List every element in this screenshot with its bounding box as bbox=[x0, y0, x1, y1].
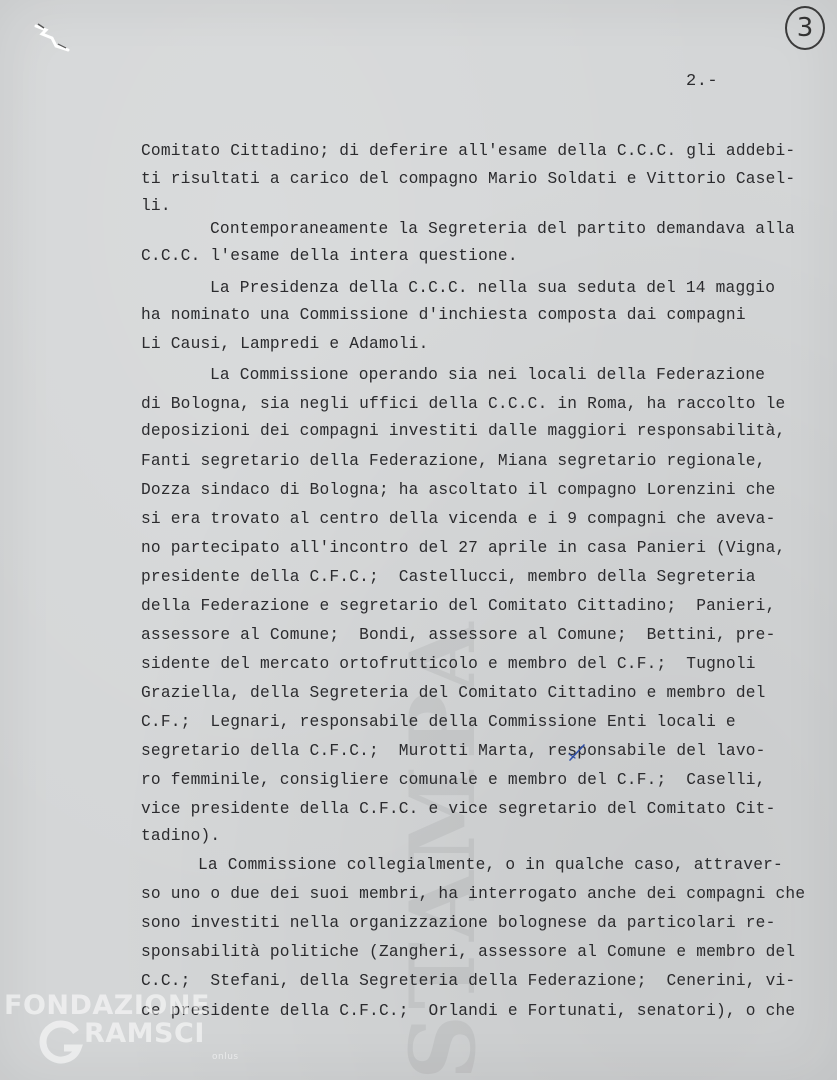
archive-page-mark: 3 bbox=[785, 6, 825, 50]
text-line: ce presidente della C.F.C.; Orlandi e Fortunati, senatori), o che bbox=[141, 1002, 796, 1020]
text-line: Comitato Cittadino; di deferire all'esame della C.C.C. gli addebi- bbox=[141, 142, 796, 160]
watermark-suffix: onlus bbox=[212, 1052, 239, 1062]
text-line: sidente del mercato ortofrutticolo e membro del C.F.; Tugnoli bbox=[141, 655, 756, 673]
text-line: Graziella, della Segreteria del Comitato Cittadino e membro del bbox=[141, 684, 766, 702]
text-line: La Presidenza della C.C.C. nella sua seduta del 14 maggio bbox=[210, 279, 776, 297]
text-line: Contemporaneamente la Segreteria del partito demandava alla bbox=[210, 220, 795, 238]
text-line: La Commissione operando sia nei locali della Federazione bbox=[210, 366, 766, 384]
foundation-watermark bbox=[4, 990, 244, 1080]
watermark-g-logo-icon bbox=[38, 1020, 84, 1066]
watermark-line1: FONDAZIONE bbox=[4, 990, 210, 1021]
text-line: li. bbox=[141, 197, 171, 215]
text-line: vice presidente della C.F.C. e vice segretario del Comitato Cit- bbox=[141, 800, 776, 818]
text-line: sponsabilità politiche (Zangheri, assessore al Comune e membro del bbox=[141, 943, 796, 961]
text-line: tadino). bbox=[141, 827, 221, 845]
text-line: ro femminile, consigliere comunale e membro del C.F.; Caselli, bbox=[141, 771, 766, 789]
text-line: so uno o due dei suoi membri, ha interrogato anche dei compagni che bbox=[141, 885, 806, 903]
text-line: C.C.; Stefani, della Segreteria della Federazione; Cenerini, vi- bbox=[141, 972, 796, 990]
text-line: deposizioni dei compagni investiti dalle maggiori responsabilità, bbox=[141, 422, 786, 440]
text-line: C.F.; Legnari, responsabile della Commissione Enti locali e bbox=[141, 713, 736, 731]
text-line: ha nominato una Commissione d'inchiesta composta dai compagni bbox=[141, 306, 746, 324]
text-line: Fanti segretario della Federazione, Miana segretario regionale, bbox=[141, 452, 766, 470]
text-line: presidente della C.F.C.; Castellucci, membro della Segreteria bbox=[141, 568, 756, 586]
text-line: segretario della C.F.C.; Murotti Marta, responsabile del lavo- bbox=[141, 742, 766, 760]
text-line: sono investiti nella organizzazione bolognese da particolari re- bbox=[141, 914, 776, 932]
text-line: La Commissione collegialmente, o in qualche caso, attraver- bbox=[198, 856, 783, 874]
text-line: Dozza sindaco di Bologna; ha ascoltato il compagno Lorenzini che bbox=[141, 481, 776, 499]
text-line: della Federazione e segretario del Comitato Cittadino; Panieri, bbox=[141, 597, 776, 615]
text-line: di Bologna, sia negli uffici della C.C.C. in Roma, ha raccolto le bbox=[141, 395, 786, 413]
text-line: si era trovato al centro della vicenda e i 9 compagni che aveva- bbox=[141, 510, 776, 528]
watermark-line2: RAMSCI bbox=[84, 1018, 205, 1049]
text-line: no partecipato all'incontro del 27 aprile in casa Panieri (Vigna, bbox=[141, 539, 786, 557]
text-line: assessore al Comune; Bondi, assessore al Comune; Bettini, pre- bbox=[141, 626, 776, 644]
bleed-through-text: STAMPA bbox=[390, 616, 496, 1080]
text-line: C.C.C. l'esame della intera questione. bbox=[141, 247, 518, 265]
pen-correction-mark bbox=[566, 742, 588, 764]
page-number: 2.- bbox=[686, 72, 719, 91]
text-line: ti risultati a carico del compagno Mario Soldati e Vittorio Casel- bbox=[141, 170, 796, 188]
text-line: Li Causi, Lampredi e Adamoli. bbox=[141, 335, 429, 353]
